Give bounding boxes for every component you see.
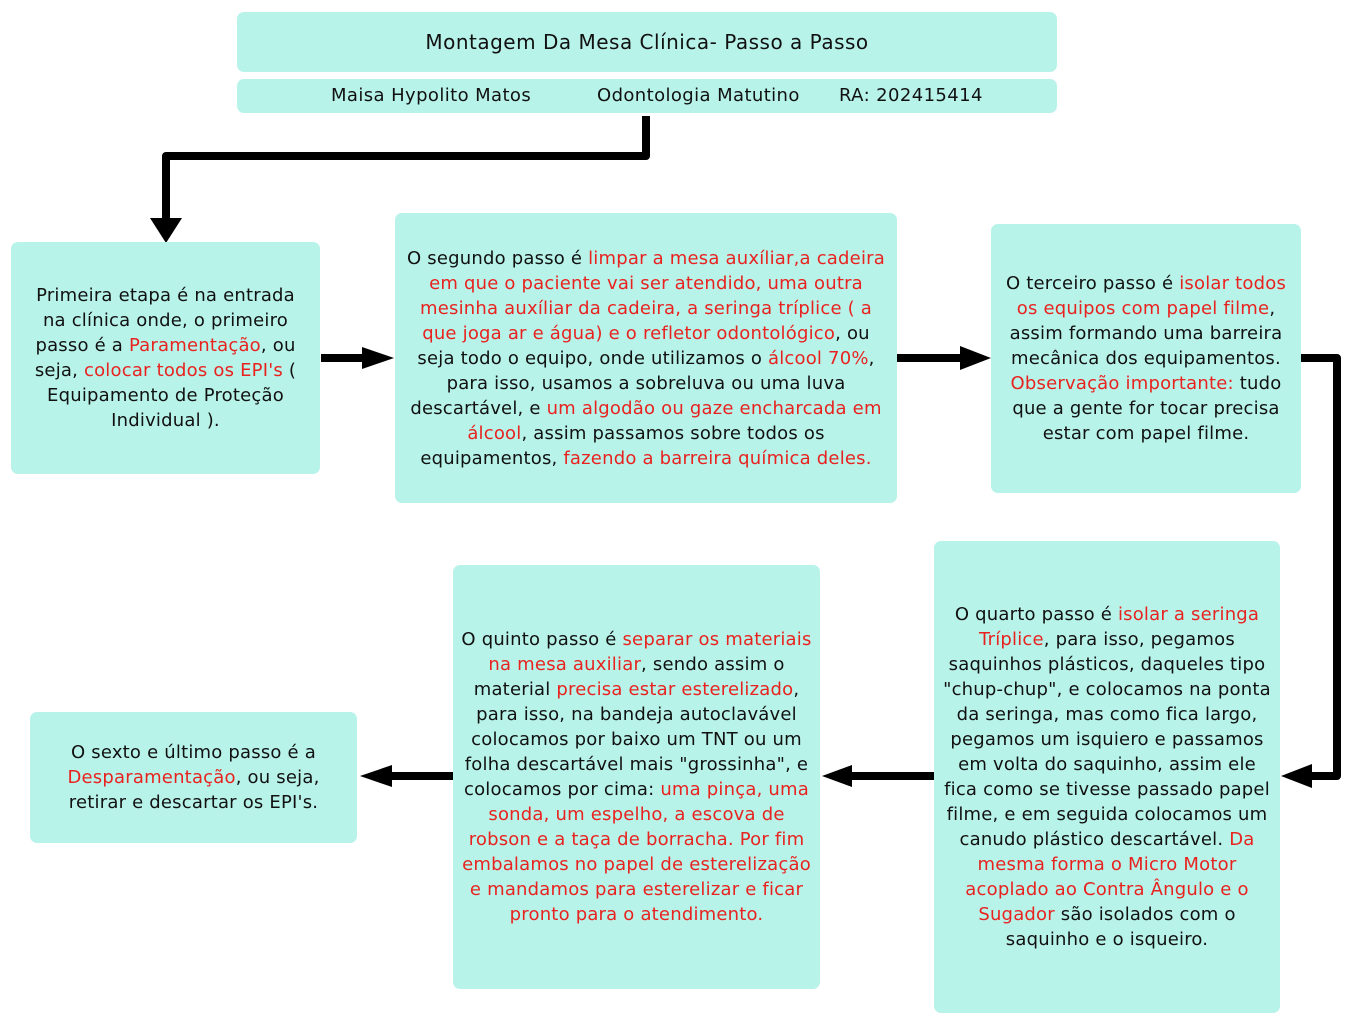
highlighted-text: uma pinça, uma sonda, um espelho, a escova de robson e a taça de borracha. Por fim embalamos no papel de esterelização e mandamos para esterelizar e ficar pronto para o atendimento. [462, 779, 811, 925]
step-text-segment: , assim formando uma barreira mecânica dos equipamentos. [1009, 298, 1283, 369]
highlighted-text: isolar todos os equipos com papel filme [1016, 273, 1287, 319]
step-3-box [991, 224, 1301, 493]
step-text-segment: , assim passamos sobre todos os equipamentos, [420, 422, 825, 469]
step-text-segment: são isolados com o saquinho e o isqueiro. [1005, 904, 1236, 950]
title-box [237, 12, 1057, 72]
step-text-segment: Primeira etapa é na entrada na clínica onde, o primeiro passo é a [35, 285, 295, 356]
highlighted-text: precisa estar esterelizado [556, 679, 794, 700]
arrowhead-step1 [150, 218, 182, 243]
arrowhead-step3 [960, 346, 991, 370]
author-name: Maisa Hypolito Matos [331, 85, 532, 106]
highlighted-text: Da mesma forma o Micro Motor acoplado ao Contra Ângulo e o Sugador [965, 829, 1255, 925]
step-4-box [934, 541, 1280, 1013]
step-text-segment: O quinto passo é [461, 629, 623, 650]
step-text-segment: , ou seja, [34, 335, 296, 381]
step-text-segment: , para isso, pegamos saquinhos plásticos, daqueles tipo "chup-chup", e colocamos na ponta da seringa, mas como fica largo, pegamos um isquiero e passamos em volta do saquinho, assim ele fica como se tivesse passado papel filme, e em seguida colocamos um canudo plástico descartável. [943, 629, 1271, 850]
arrow-step3-to-step4 [1300, 358, 1337, 776]
highlighted-text: Observação importante: [1010, 373, 1234, 394]
highlighted-text: um algodão ou gaze encharcada em álcool [467, 397, 882, 444]
author-info-box [237, 79, 1057, 113]
step-text-segment: O terceiro passo é [1005, 273, 1180, 294]
student-ra: RA: 202415414 [839, 85, 983, 106]
arrowhead-step4 [1281, 764, 1312, 788]
step-3-text [999, 271, 1293, 446]
highlighted-text: colocar todos os EPI's [84, 360, 283, 381]
course-name: Odontologia Matutino [597, 85, 800, 106]
page-title: Montagem Da Mesa Clínica- Passo a Passo [425, 30, 869, 54]
step-text-segment: , ou seja, retirar e descartar os EPI's. [68, 767, 320, 813]
step-6-box [30, 712, 357, 843]
highlighted-text: fazendo a barreira química deles. [563, 447, 872, 469]
step-text-segment: O segundo passo é [407, 247, 589, 269]
step-2-text [403, 246, 889, 471]
step-text-segment: ( Equipamento de Proteção Individual ). [47, 360, 297, 431]
highlighted-text: Desparamentação [67, 767, 236, 788]
step-text-segment: , ou seja todo o equipo, onde utilizamos o [417, 322, 870, 369]
arrowhead-step5 [822, 765, 852, 787]
step-4-text [940, 602, 1274, 952]
step-6-text [44, 740, 343, 815]
step-text-segment: O quarto passo é [954, 604, 1118, 625]
step-text-segment: tudo que a gente for tocar precisa estar com papel filme. [1012, 373, 1282, 444]
step-text-segment: , sendo assim o material [473, 654, 785, 700]
arrow-header-to-step1 [166, 116, 646, 220]
highlighted-text: álcool 70% [767, 347, 869, 369]
highlighted-text: separar os materiais na mesa auxiliar [488, 629, 812, 675]
arrowhead-step6 [360, 765, 392, 787]
step-1-box [11, 242, 320, 474]
step-2-box [395, 213, 897, 503]
highlighted-text: isolar a seringa Tríplice [979, 604, 1260, 650]
step-text-segment: O sexto e último passo é a [71, 742, 316, 763]
highlighted-text: limpar a mesa auxíliar,a cadeira em que o paciente vai ser atendido, uma outra mesinha auxíliar da cadeira, a seringa tríplice ( a que joga ar e água) e o refletor odontológico [419, 247, 885, 344]
step-text-segment: , para isso, na bandeja autoclavável colocamos por baixo um TNT ou um folha descartável mais "grossinha", e colocamos por cima: [464, 679, 809, 800]
step-1-text [25, 283, 306, 433]
arrowhead-step2 [362, 347, 394, 369]
highlighted-text: Paramentação [128, 335, 261, 356]
step-5-text [461, 627, 812, 927]
step-text-segment: , para isso, usamos a sobreluva ou uma luva descartável, e [410, 347, 875, 419]
step-5-box [453, 565, 820, 989]
